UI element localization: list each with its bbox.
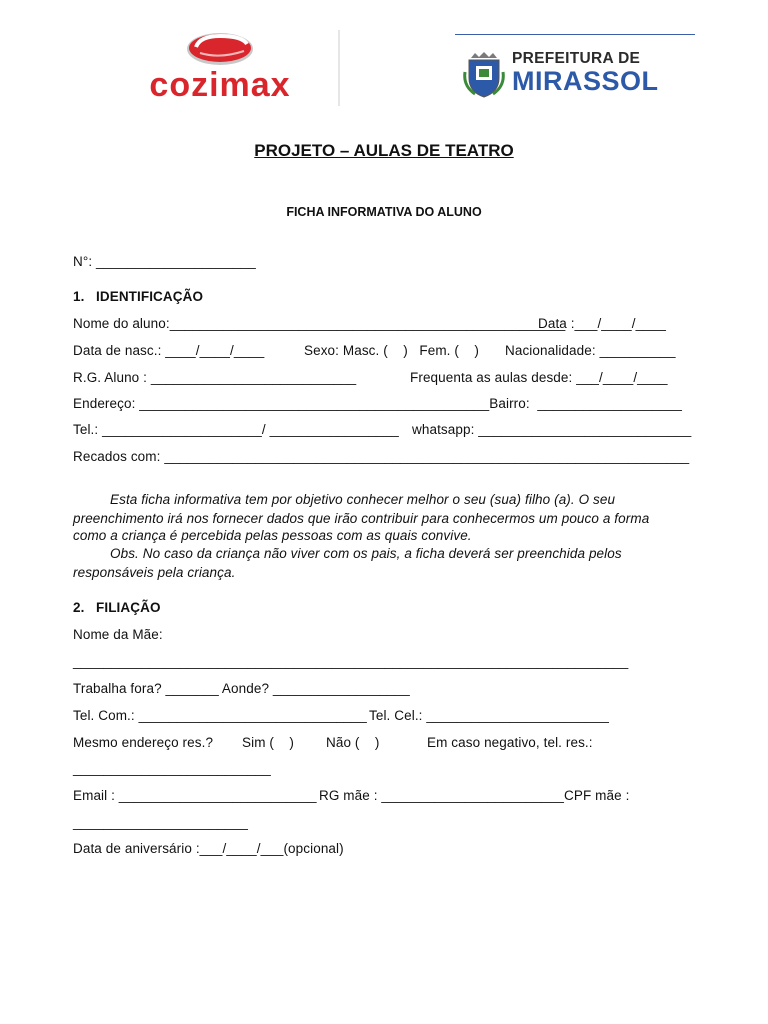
page-title: PROJETO – AULAS DE TEATRO: [254, 141, 514, 160]
mesmo-endereco-label: Mesmo endereço res.?: [73, 735, 214, 750]
data-aniversario-field[interactable]: Data de aniversário :___/____/___(opcional): [73, 841, 344, 856]
cpf-mae-field[interactable]: _______________________: [73, 815, 248, 830]
cozimax-logo-text: cozimax: [149, 66, 291, 104]
nome-aluno-field[interactable]: Nome do aluno:____________________________________________________: [73, 316, 566, 331]
email-field[interactable]: Email : __________________________: [73, 788, 317, 803]
sim-option[interactable]: Sim ( ): [242, 735, 294, 750]
info-paragraph-line-3: como a criança é percebida pelas pessoas com as quais convive.: [73, 528, 472, 543]
data-field[interactable]: Data :___/____/____: [538, 316, 667, 331]
info-paragraph-line-1: Esta ficha informativa tem por objetivo conhecer melhor o seu (sua) filho (a). O seu: [110, 492, 616, 507]
numero-field[interactable]: N°: _____________________: [73, 254, 256, 269]
trabalha-fora-field[interactable]: Trabalha fora? _______ Aonde? __________________: [73, 681, 410, 696]
nacionalidade-field[interactable]: Nacionalidade: __________: [505, 343, 676, 358]
section-identificacao-heading: 1. IDENTIFICAÇÃO: [73, 289, 204, 304]
coat-of-arms-icon: [463, 52, 505, 98]
frequenta-field[interactable]: Frequenta as aulas desde: ___/____/____: [410, 370, 668, 385]
sexo-field[interactable]: Sexo: Masc. ( ) Fem. ( ): [304, 343, 479, 358]
data-nasc-field[interactable]: Data de nasc.: ____/____/____: [73, 343, 265, 358]
nome-mae-field[interactable]: _________________________________________________________________________: [73, 654, 629, 669]
prefeitura-logo: [512, 50, 659, 96]
cozimax-logo: [100, 30, 340, 106]
tel-field[interactable]: Tel.: _____________________/ _________________: [73, 422, 399, 437]
prefeitura-city: MIRASSOL: [512, 66, 659, 96]
form-subtitle: FICHA INFORMATIVA DO ALUNO: [286, 205, 482, 219]
tel-cel-field[interactable]: Tel. Cel.: ________________________: [369, 708, 609, 723]
prefeitura-line: PREFEITURA DE: [512, 50, 641, 67]
tel-res-field[interactable]: __________________________: [73, 761, 271, 776]
whatsapp-field[interactable]: whatsapp: ____________________________: [412, 422, 692, 437]
endereco-field[interactable]: Endereço: ______________________________________________Bairro: ___________________: [73, 396, 682, 411]
section-filiacao-heading: 2. FILIAÇÃO: [73, 600, 161, 615]
recados-field[interactable]: Recados com: _____________________________________________________________________: [73, 449, 690, 464]
nao-option[interactable]: Não ( ): [326, 735, 380, 750]
nome-mae-label: Nome da Mãe:: [73, 627, 163, 642]
tel-com-field[interactable]: Tel. Com.: ______________________________: [73, 708, 367, 723]
info-paragraph-line-2: preenchimento irá nos fornecer dados que irão contribuir para conhecermos um pouco a forma: [73, 511, 650, 526]
obs-paragraph-line-1: Obs. No caso da criança não viver com os pais, a ficha deverá ser preenchida pelos: [110, 546, 622, 561]
header-rule: [455, 34, 695, 35]
obs-paragraph-line-2: responsáveis pela criança.: [73, 565, 236, 580]
rg-mae-field[interactable]: RG mãe : ________________________CPF mãe :: [319, 788, 630, 803]
rg-aluno-field[interactable]: R.G. Aluno : ___________________________: [73, 370, 357, 385]
caso-negativo-label: Em caso negativo, tel. res.:: [427, 735, 593, 750]
